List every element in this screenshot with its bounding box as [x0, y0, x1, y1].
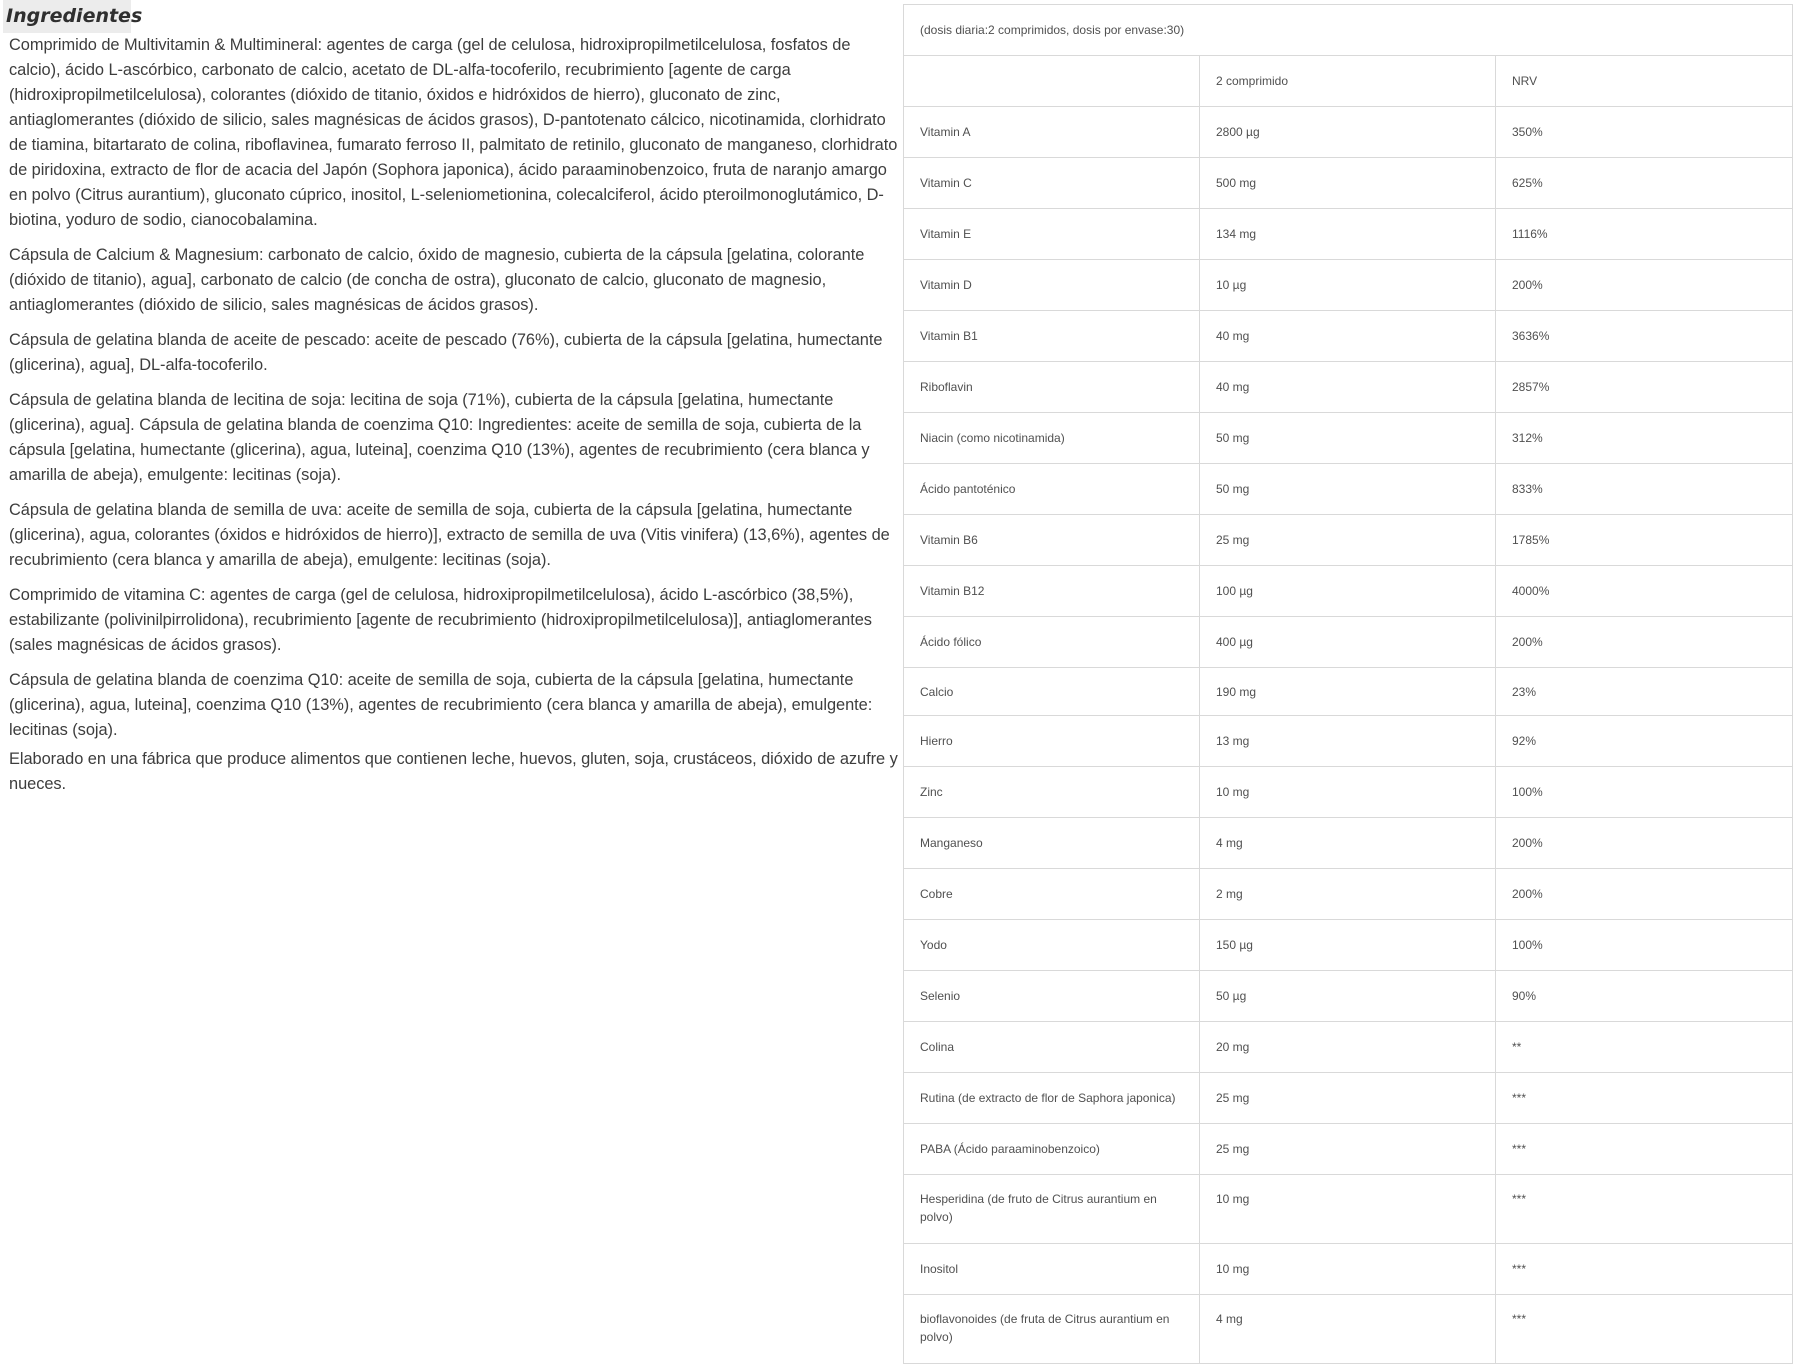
- nutrient-cell: Hierro: [904, 716, 1200, 767]
- nrv-cell: 90%: [1496, 971, 1793, 1022]
- table-row: [904, 515, 1793, 566]
- amount-cell: 25 mg: [1200, 515, 1496, 566]
- nrv-cell: ***: [1496, 1124, 1793, 1175]
- table-row: [904, 668, 1793, 716]
- table-row: [904, 1073, 1793, 1124]
- table-row: [904, 1124, 1793, 1175]
- amount-cell: 50 mg: [1200, 413, 1496, 464]
- nutrient-cell: Vitamin B12: [904, 566, 1200, 617]
- amount-cell: 10 µg: [1200, 260, 1496, 311]
- table-row: [904, 971, 1793, 1022]
- nrv-cell: 4000%: [1496, 566, 1793, 617]
- nutrient-cell: Yodo: [904, 920, 1200, 971]
- nutrient-cell: Vitamin B6: [904, 515, 1200, 566]
- amount-cell: 2 mg: [1200, 869, 1496, 920]
- amount-cell: 25 mg: [1200, 1073, 1496, 1124]
- ingredient-paragraph: Cápsula de gelatina blanda de lecitina de soja: lecitina de soja (71%), cubierta de la cápsula [gelatina, humectante (glicerina), agua]. Cápsula de gelatina blanda de coenzima Q10: Ingredientes: aceite de semilla de soja, cubierta de la cápsula [gelatina, humectante (glicerina), agua, luteina], coenzima Q10 (13%), agentes de recubrimiento (cera blanca y amarilla de abeja), emulgente: lecitinas (soja).: [9, 391, 870, 484]
- nutrient-cell: Niacin (como nicotinamida): [904, 413, 1200, 464]
- ingredient-paragraph: Cápsula de gelatina blanda de semilla de uva: aceite de semilla de soja, cubierta de la cápsula [gelatina, humectante (glicerina), agua, colorantes (óxidos e hidróxidos de hierro)], extracto de semilla de uva (Vitis vinifera) (13,6%), agentes de recubrimiento (cera blanca y amarilla de abeja), emulgente: lecitinas (soja).: [9, 501, 890, 569]
- dose-note: (dosis diaria:2 comprimidos, dosis por envase:30): [904, 5, 1793, 56]
- amount-cell: 4 mg: [1200, 818, 1496, 869]
- nutrient-cell: Rutina (de extracto de flor de Saphora japonica): [904, 1073, 1200, 1124]
- nrv-cell: 200%: [1496, 617, 1793, 668]
- ingredient-paragraph: Comprimido de Multivitamin & Multimineral: agentes de carga (gel de celulosa, hidroxipropilmetilcelulosa, fosfatos de calcio), ácido L-ascórbico, carbonato de calcio, acetato de DL-alfa-tocoferilo, recubrimiento [agente de carga (hidroxipropilmetilcelulosa), colorantes (dióxido de titanio, óxidos e hidróxidos de hierro), gluconato de zinc, antiaglomerantes (dióxido de silicio, sales magnésicas de ácidos grasos), D-pantotenato cálcico, nicotinamida, clorhidrato de tiamina, bitartarato de colina, riboflavinea, fumarato ferroso II, palmitato de retinilo, gluconato de manganeso, clorhidrato de piridoxina, extracto de flor de acacia del Japón (Sophora japonica), ácido paraaminobenzoico, fruta de naranjo amargo en polvo (Citrus aurantium), gluconato cúprico, inositol, L-seleniometionina, colecalciferol, ácido pteroilmonoglutámico, D-biotina, yoduro de sodio, cianocobalamina.: [9, 36, 898, 229]
- amount-cell: 190 mg: [1200, 668, 1496, 716]
- ingredient-paragraph: Elaborado en una fábrica que produce alimentos que contienen leche, huevos, gluten, soja, crustáceos, dióxido de azufre y nueces.: [9, 750, 898, 793]
- nutrient-cell: Vitamin D: [904, 260, 1200, 311]
- table-row: [904, 260, 1793, 311]
- dose-note-row: [904, 5, 1793, 56]
- amount-cell: 150 µg: [1200, 920, 1496, 971]
- ingredient-paragraph: Cápsula de Calcium & Magnesium: carbonato de calcio, óxido de magnesio, cubierta de la cápsula [gelatina, colorante (dióxido de titanio), agua], carbonato de calcio (de concha de ostra), gluconato de calcio, gluconato de magnesio, antiaglomerantes (dióxido de silicio, sales magnésicas de ácidos grasos).: [9, 246, 865, 314]
- ingredient-paragraph: Cápsula de gelatina blanda de coenzima Q10: aceite de semilla de soja, cubierta de la cápsula [gelatina, humectante (glicerina), agua, luteina], coenzima Q10 (13%), agentes de recubrimiento (cera blanca y amarilla de abeja), emulgente: lecitinas (soja).: [9, 671, 873, 739]
- table-row: [904, 209, 1793, 260]
- table-row: [904, 1022, 1793, 1073]
- header-cell-amount: 2 comprimido: [1200, 56, 1496, 107]
- table-row: [904, 311, 1793, 362]
- table-row: [904, 1295, 1793, 1364]
- nrv-cell: 200%: [1496, 818, 1793, 869]
- amount-cell: 10 mg: [1200, 1244, 1496, 1295]
- table-row: [904, 464, 1793, 515]
- nrv-cell: **: [1496, 1022, 1793, 1073]
- nutrient-cell: bioflavonoides (de fruta de Citrus aurantium en polvo): [904, 1295, 1200, 1364]
- nrv-cell: ***: [1496, 1244, 1793, 1295]
- nutrient-cell: Calcio: [904, 668, 1200, 716]
- nutrient-cell: Ácido fólico: [904, 617, 1200, 668]
- nutrient-cell: Hesperidina (de fruto de Citrus aurantium en polvo): [904, 1175, 1200, 1244]
- table-row: [904, 158, 1793, 209]
- nrv-cell: 1116%: [1496, 209, 1793, 260]
- nrv-cell: ***: [1496, 1295, 1793, 1364]
- table-row: [904, 818, 1793, 869]
- nrv-cell: 200%: [1496, 869, 1793, 920]
- nrv-cell: 625%: [1496, 158, 1793, 209]
- amount-cell: 134 mg: [1200, 209, 1496, 260]
- table-row: [904, 1244, 1793, 1295]
- amount-cell: 500 mg: [1200, 158, 1496, 209]
- nrv-cell: 200%: [1496, 260, 1793, 311]
- nrv-cell: 2857%: [1496, 362, 1793, 413]
- amount-cell: 25 mg: [1200, 1124, 1496, 1175]
- nutrient-cell: Zinc: [904, 767, 1200, 818]
- nrv-cell: 312%: [1496, 413, 1793, 464]
- amount-cell: 2800 µg: [1200, 107, 1496, 158]
- nutrient-cell: Vitamin C: [904, 158, 1200, 209]
- table-row: [904, 869, 1793, 920]
- amount-cell: 100 µg: [1200, 566, 1496, 617]
- ingredient-paragraph: Comprimido de vitamina C: agentes de carga (gel de celulosa, hidroxipropilmetilcelulosa), ácido L-ascórbico (38,5%), estabilizante (polivinilpirrolidona), recubrimiento [agente de recubrimiento (hidroxipropilmetilcelulosa)], antiaglomerantes (sales magnésicas de ácidos grasos).: [9, 586, 872, 654]
- nrv-cell: 92%: [1496, 716, 1793, 767]
- amount-cell: 10 mg: [1200, 767, 1496, 818]
- header-cell-nrv: NRV: [1496, 56, 1793, 107]
- amount-cell: 50 µg: [1200, 971, 1496, 1022]
- nutrient-cell: Selenio: [904, 971, 1200, 1022]
- nutrient-cell: Colina: [904, 1022, 1200, 1073]
- nutrient-cell: PABA (Ácido paraaminobenzoico): [904, 1124, 1200, 1175]
- amount-cell: 40 mg: [1200, 311, 1496, 362]
- amount-cell: 50 mg: [1200, 464, 1496, 515]
- amount-cell: 20 mg: [1200, 1022, 1496, 1073]
- table-row: [904, 1175, 1793, 1244]
- nutrient-cell: Vitamin B1: [904, 311, 1200, 362]
- table-row: [904, 716, 1793, 767]
- table-row: [904, 617, 1793, 668]
- table-header-row: [904, 56, 1793, 107]
- amount-cell: 40 mg: [1200, 362, 1496, 413]
- nrv-cell: ***: [1496, 1073, 1793, 1124]
- nrv-cell: 1785%: [1496, 515, 1793, 566]
- nutrient-cell: Inositol: [904, 1244, 1200, 1295]
- nutrient-cell: Riboflavin: [904, 362, 1200, 413]
- header-cell-nutrient: [904, 56, 1200, 107]
- nutrient-cell: Vitamin A: [904, 107, 1200, 158]
- nrv-cell: 350%: [1496, 107, 1793, 158]
- nutrient-cell: Ácido pantoténico: [904, 464, 1200, 515]
- nutrition-table: [903, 4, 1793, 1364]
- amount-cell: 400 µg: [1200, 617, 1496, 668]
- nutrient-cell: Cobre: [904, 869, 1200, 920]
- nrv-cell: 23%: [1496, 668, 1793, 716]
- amount-cell: 4 mg: [1200, 1295, 1496, 1364]
- amount-cell: 10 mg: [1200, 1175, 1496, 1244]
- nrv-cell: 3636%: [1496, 311, 1793, 362]
- table-row: [904, 920, 1793, 971]
- nutrient-cell: Manganeso: [904, 818, 1200, 869]
- table-row: [904, 362, 1793, 413]
- table-row: [904, 767, 1793, 818]
- table-row: [904, 566, 1793, 617]
- amount-cell: 13 mg: [1200, 716, 1496, 767]
- table-row: [904, 107, 1793, 158]
- ingredient-paragraph: Cápsula de gelatina blanda de aceite de pescado: aceite de pescado (76%), cubierta de la cápsula [gelatina, humectante (glicerina), agua], DL-alfa-tocoferilo.: [9, 331, 883, 374]
- page-title: Ingredientes: [6, 5, 143, 27]
- nrv-cell: 100%: [1496, 920, 1793, 971]
- table-row: [904, 413, 1793, 464]
- ingredients-text: [9, 33, 901, 807]
- nrv-cell: 100%: [1496, 767, 1793, 818]
- nrv-cell: 833%: [1496, 464, 1793, 515]
- nutrient-cell: Vitamin E: [904, 209, 1200, 260]
- nrv-cell: ***: [1496, 1175, 1793, 1244]
- nutrition-table-container: [903, 4, 1792, 1364]
